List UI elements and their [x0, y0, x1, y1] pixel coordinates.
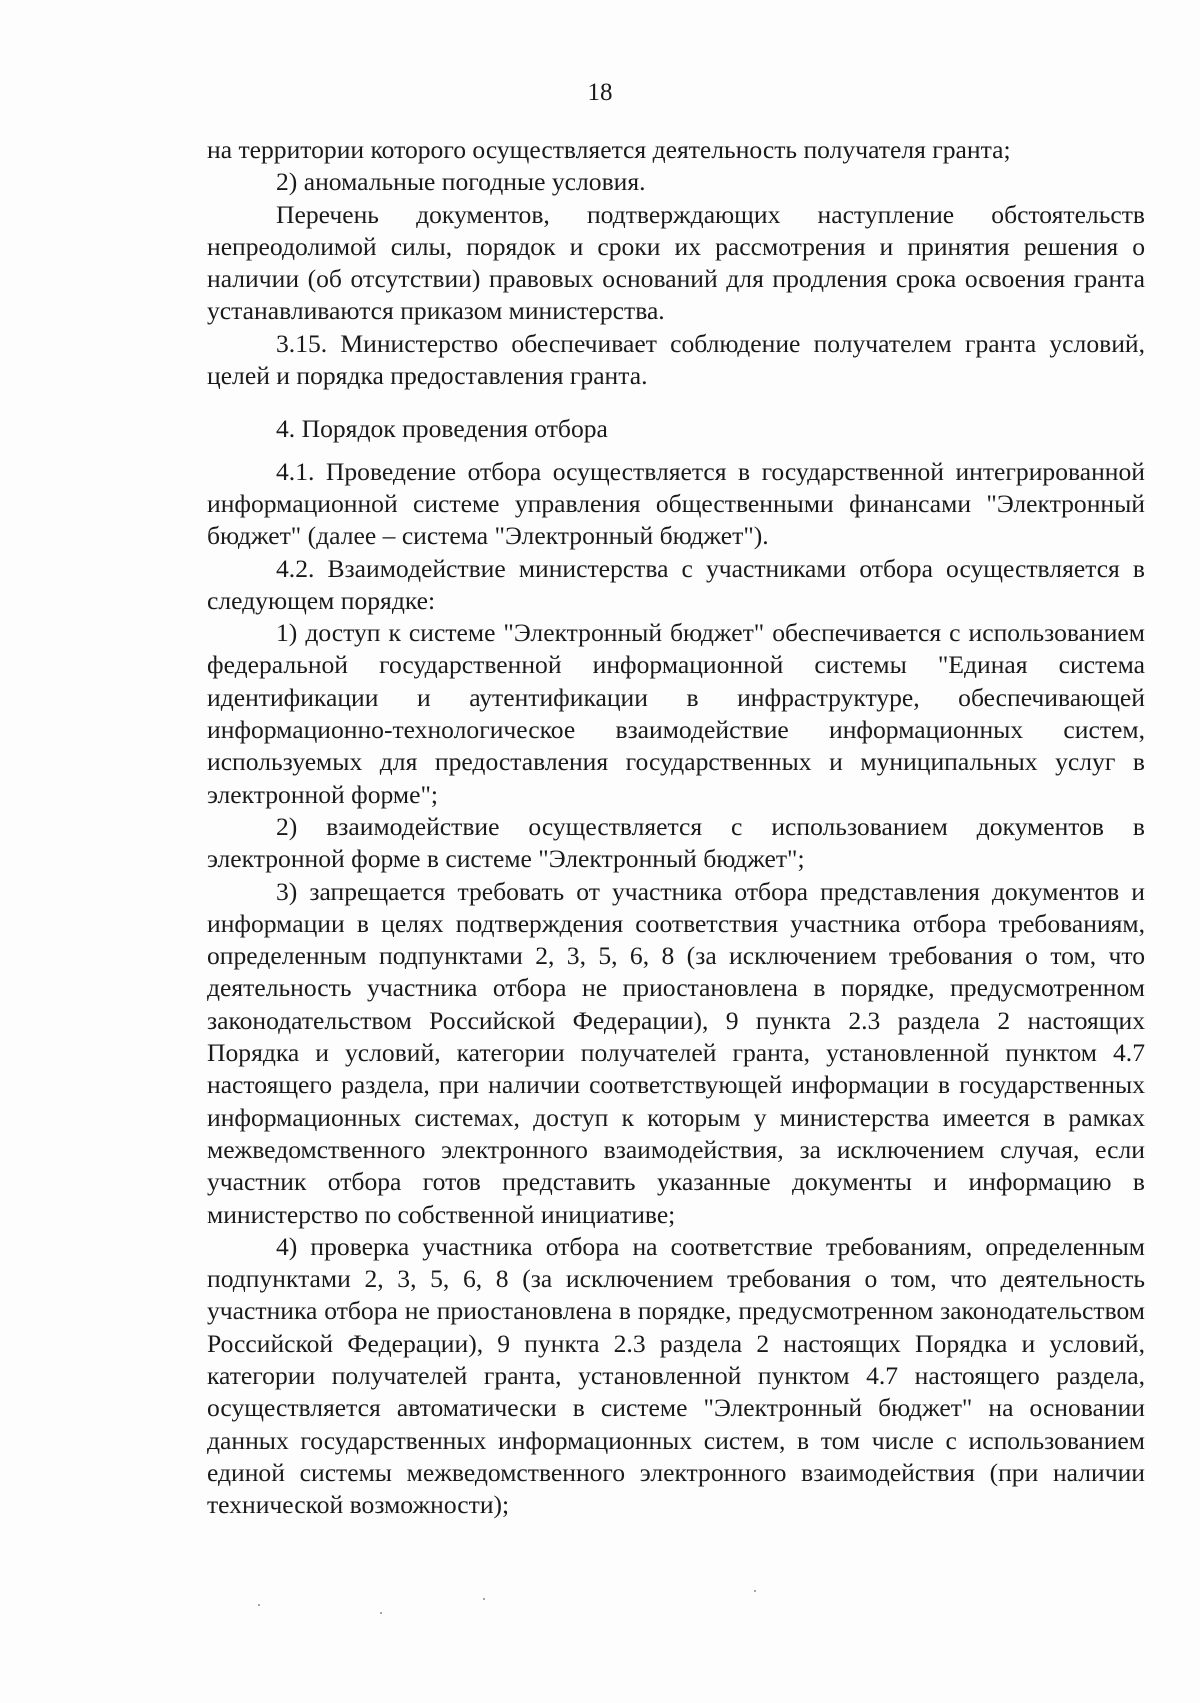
paragraph-4-2-item-2: 2) взаимодействие осуществляется с использованием документов в электронной форме в системе "Электронный бюджет"; — [207, 811, 1145, 874]
paragraph-item-2: 2) аномальные погодные условия. — [276, 167, 646, 197]
document-body — [207, 134, 1145, 1521]
paragraph-3-15: 3.15. Министерство обеспечивает соблюдение получателем гранта условий, целей и порядка предоставления гранта. — [207, 328, 1145, 391]
paragraph-4-1: 4.1. Проведение отбора осуществляется в государственной интегрированной информационной системе управления общественными финансами "Электронный бюджет" (далее – система "Электронный бюджет"). — [207, 456, 1145, 551]
scan-speck — [258, 1604, 260, 1606]
scan-speck — [754, 1590, 756, 1592]
page-number: 18 — [587, 79, 613, 106]
paragraph-4-2-item-3: 3) запрещается требовать от участника отбора представления документов и информации в целях подтверждения соответствия участника отбора требованиям, определенным подпунктами 2, 3, 5, 6, 8 (за исключением требования о том, что деятельность участника отбора не приостановлена в порядке, предусмотренном законодательством Российской Федерации), 9 пункта 2.3 раздела 2 настоящих Порядка и условий, категории получателей гранта, установленной пунктом 4.7 настоящего раздела, при наличии соответствующей информации в государственных информационных системах, доступ к которым у министерства имеется в рамках межведомственного электронного взаимодействия, за исключением случая, если участник отбора готов представить указанные документы и информацию в министерство по собственной инициативе; — [207, 876, 1145, 1229]
paragraph-4-2-item-1: 1) доступ к системе "Электронный бюджет" обеспечивается с использованием федеральной государственной информационной системы "Единая система идентификации и аутентификации в инфраструктуре, обеспечивающей информационно-технологическое взаимодействие информационных систем, используемых для предоставления государственных и муниципальных услуг в электронной форме"; — [207, 618, 1145, 809]
paragraph-4-2: 4.2. Взаимодействие министерства с участниками отбора осуществляется в следующем порядке: — [207, 553, 1145, 615]
paragraph-continuation: на территории которого осуществляется деятельность получателя гранта; — [207, 135, 1011, 164]
paragraph-documents-list: Перечень документов, подтверждающих наступление обстоятельств непреодолимой силы, порядок и сроки их рассмотрения и принятия решения о наличии (об отсутствии) правовых оснований для продления срока освоения гранта устанавливаются приказом министерства. — [207, 199, 1145, 326]
scan-speck — [483, 1598, 485, 1600]
paragraph-4-2-item-4: 4) проверка участника отбора на соответствие требованиям, определенным подпунктами 2, 3, 5, 6, 8 (за исключением требования о том, что деятельность участника отбора не приостановлена в порядке, предусмотренном законодательством Российской Федерации), 9 пункта 2.3 раздела 2 настоящих Порядка и условий, категории получателей гранта, установленной пунктом 4.7 настоящего раздела, осуществляется автоматически в системе "Электронный бюджет" на основании данных государственных информационных систем, в том числе с использованием единой системы межведомственного электронного взаимодействия (при наличии технической возможности); — [207, 1231, 1145, 1520]
scan-speck — [380, 1612, 382, 1614]
section-heading: 4. Порядок проведения отбора — [276, 414, 608, 444]
